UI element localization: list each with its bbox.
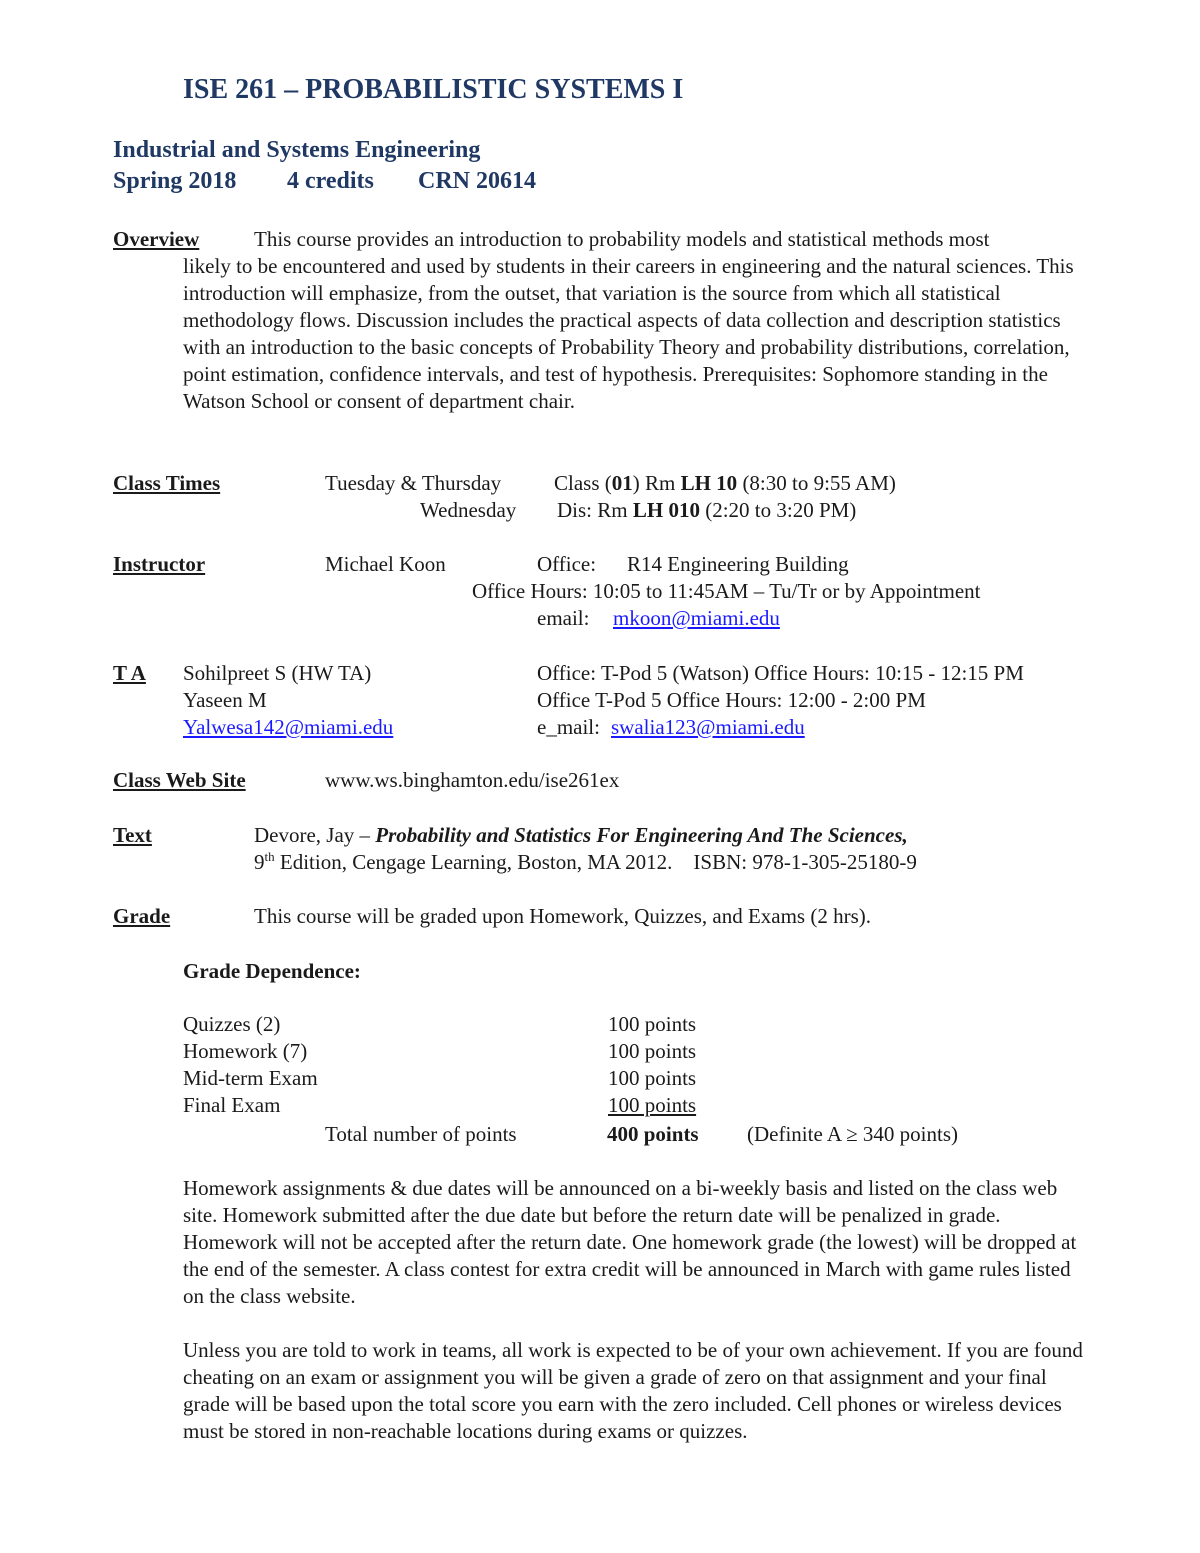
ta1-email-label: e_mail: (537, 715, 600, 739)
crn: CRN 20614 (418, 168, 536, 194)
grade-item-name: Mid-term Exam (183, 1066, 318, 1090)
instructor-name: Michael Koon (325, 552, 446, 576)
grade-item-points: 100 points (608, 1012, 697, 1036)
instructor-office-hours: Office Hours: 10:05 to 11:45AM – Tu/Tr or by Appointment (472, 579, 981, 603)
page-title: ISE 261 – PROBABILISTIC SYSTEMS I (183, 74, 684, 105)
grade-total-note: (Definite A ≥ 340 points) (747, 1122, 959, 1146)
overview-body: likely to be encountered and used by students in their careers in engineering and the natural sciences. This introduction will emphasize, from the outset, that variation is the source from which all statistical methodology flows. Discussion includes the practical aspects of data collection and description statistics with an introduction to the basic concepts of Probability Theory and probability distributions, correlation, point estimation, confidence intervals, and test of hypothesis. Prerequisites: Sophomore standing in the Watson School or consent of department chair. (183, 254, 1074, 413)
homework-policy-paragraph: Homework assignments & due dates will be announced on a bi-weekly basis and listed on the class web site. Homework submitted after the due date but before the return date will be penalized in grade. Homework will not be accepted after the return date. One homework grade (the lowest) will be dropped at the end of the semester. A class contest for extra credit will be announced in March with game rules listed on the class website. (183, 1176, 1077, 1308)
textbook-edition-line: 9th Edition, Cengage Learning, Boston, MA 2012. ISBN: 978-1-305-25180-9 (254, 849, 917, 874)
grade-total-points: 400 points (607, 1122, 699, 1146)
website-url: www.ws.binghamton.edu/ise261ex (325, 768, 620, 792)
class-session-2: Dis: Rm LH 010 (2:20 to 3:20 PM) (557, 498, 857, 522)
website-label: Class Web Site (113, 768, 246, 792)
ta1-email-link[interactable]: swalia123@miami.edu (611, 715, 805, 739)
grade-label: Grade (113, 904, 171, 928)
grade-item-name: Final Exam (183, 1093, 281, 1117)
grade-item-points: 100 points (608, 1039, 697, 1063)
grade-total-label: Total number of points (325, 1122, 517, 1146)
class-days-1: Tuesday & Thursday (325, 471, 502, 495)
grade-description: This course will be graded upon Homework, Quizzes, and Exams (2 hrs). (254, 904, 872, 928)
academic-integrity-paragraph: Unless you are told to work in teams, all work is expected to be of your own achievement. If you are found cheating on an exam or assignment you will be given a grade of zero on that assignment and your final grade will be based upon the total score you earn with the zero included. Cell phones or wireless devices must be stored in non-reachable locations during exams or quizzes. (183, 1338, 1083, 1443)
instructor-office: R14 Engineering Building (627, 552, 849, 576)
department-name: Industrial and Systems Engineering (113, 137, 481, 163)
grade-dependence-title: Grade Dependence: (183, 959, 361, 983)
textbook-label: Text (113, 823, 152, 847)
ta2-email-link[interactable]: Yalwesa142@miami.edu (183, 715, 394, 739)
class-session-1: Class (01) Rm LH 10 (8:30 to 9:55 AM) (554, 471, 896, 495)
instructor-label: Instructor (113, 552, 206, 576)
instructor-email-label: email: (537, 606, 590, 630)
grade-item-name: Homework (7) (183, 1039, 308, 1063)
ta1-office: Office: T-Pod 5 (Watson) Office Hours: 10:15 - 12:15 PM (537, 661, 1024, 685)
credits: 4 credits (287, 168, 374, 194)
ta-label: T A (113, 661, 146, 685)
textbook-title-line: Devore, Jay – Probability and Statistics For Engineering And The Sciences, (254, 823, 908, 847)
overview-first-line: This course provides an introduction to probability models and statistical methods most (254, 227, 990, 251)
class-times-label: Class Times (113, 471, 221, 495)
ta2-office: Office T-Pod 5 Office Hours: 12:00 - 2:00 PM (537, 688, 926, 712)
term: Spring 2018 (113, 168, 237, 194)
overview-label: Overview (113, 227, 200, 251)
instructor-email-link[interactable]: mkoon@miami.edu (613, 606, 780, 630)
ta1-name: Sohilpreet S (HW TA) (183, 661, 372, 685)
ta2-name: Yaseen M (183, 688, 267, 712)
class-days-2: Wednesday (420, 498, 517, 522)
instructor-office-label: Office: (537, 552, 597, 576)
grade-item-points: 100 points (608, 1093, 697, 1117)
grade-item-name: Quizzes (2) (183, 1012, 281, 1036)
grade-item-points: 100 points (608, 1066, 697, 1090)
